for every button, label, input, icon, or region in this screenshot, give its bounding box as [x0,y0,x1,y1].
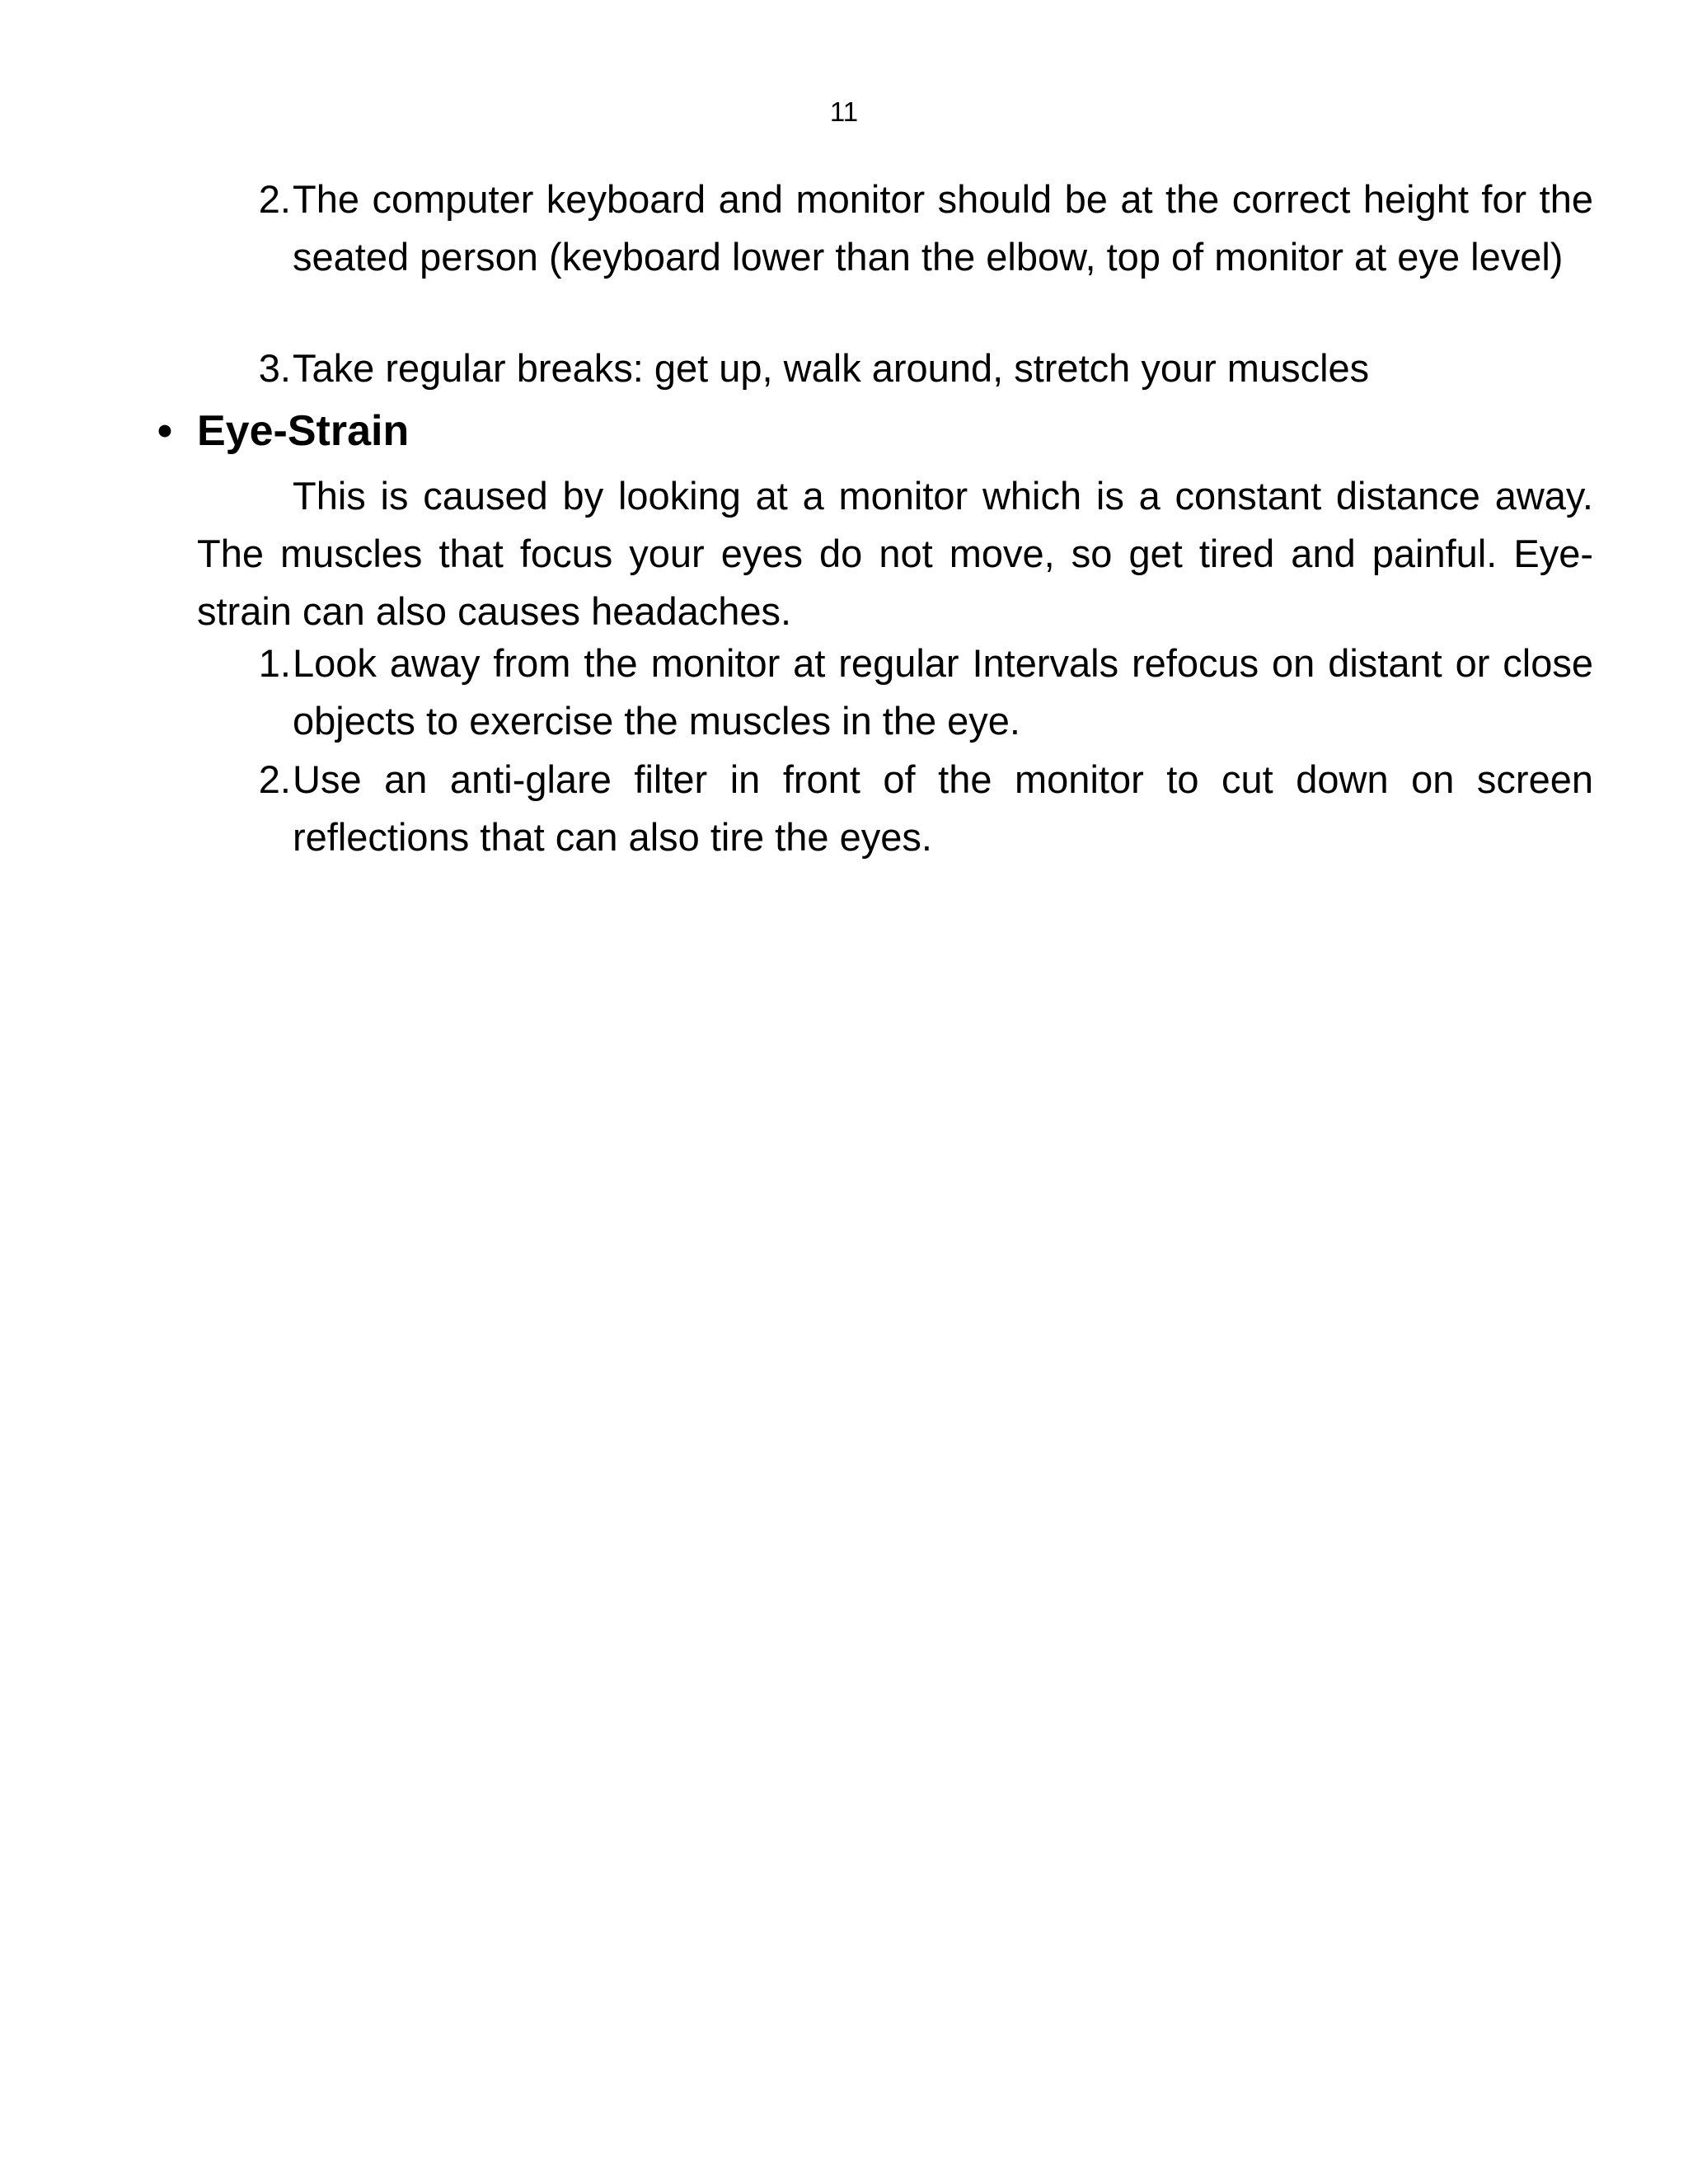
section-paragraph: This is caused by looking at a monitor which is a constant distance away. The muscles that focus your eyes do not move, so get tired and painful. Eye-strain can also causes headaches. [197,474,1593,633]
list-item-number: 1. [258,641,291,685]
list-item-text: The computer keyboard and monitor should be at the correct height for the seated person (keyboard lower than the elbow, top of monitor at eye level) [293,177,1593,279]
list-item-text: Look away from the monitor at regular Intervals refocus on distant or close objects to exercise the muscles in the eye. [293,641,1593,743]
list-item [241,340,1593,397]
list-item [241,171,1593,286]
list-item-number: 3. [258,346,291,390]
section-heading-text: Eye-Strain [197,407,410,455]
bullet-icon: • [157,407,173,455]
list-item-text: Use an anti-glare filter in front of the monitor to cut down on screen reflections that can also tire the eyes. [293,757,1593,859]
list-item-number: 2. [258,177,291,221]
list-item [241,635,1593,750]
list-item-text: Take regular breaks: get up, walk around, stretch your muscles [293,346,1370,390]
page-number: 11 [829,96,859,127]
list-item-number: 2. [258,757,291,801]
list-item [241,751,1593,866]
section-heading [148,402,409,460]
